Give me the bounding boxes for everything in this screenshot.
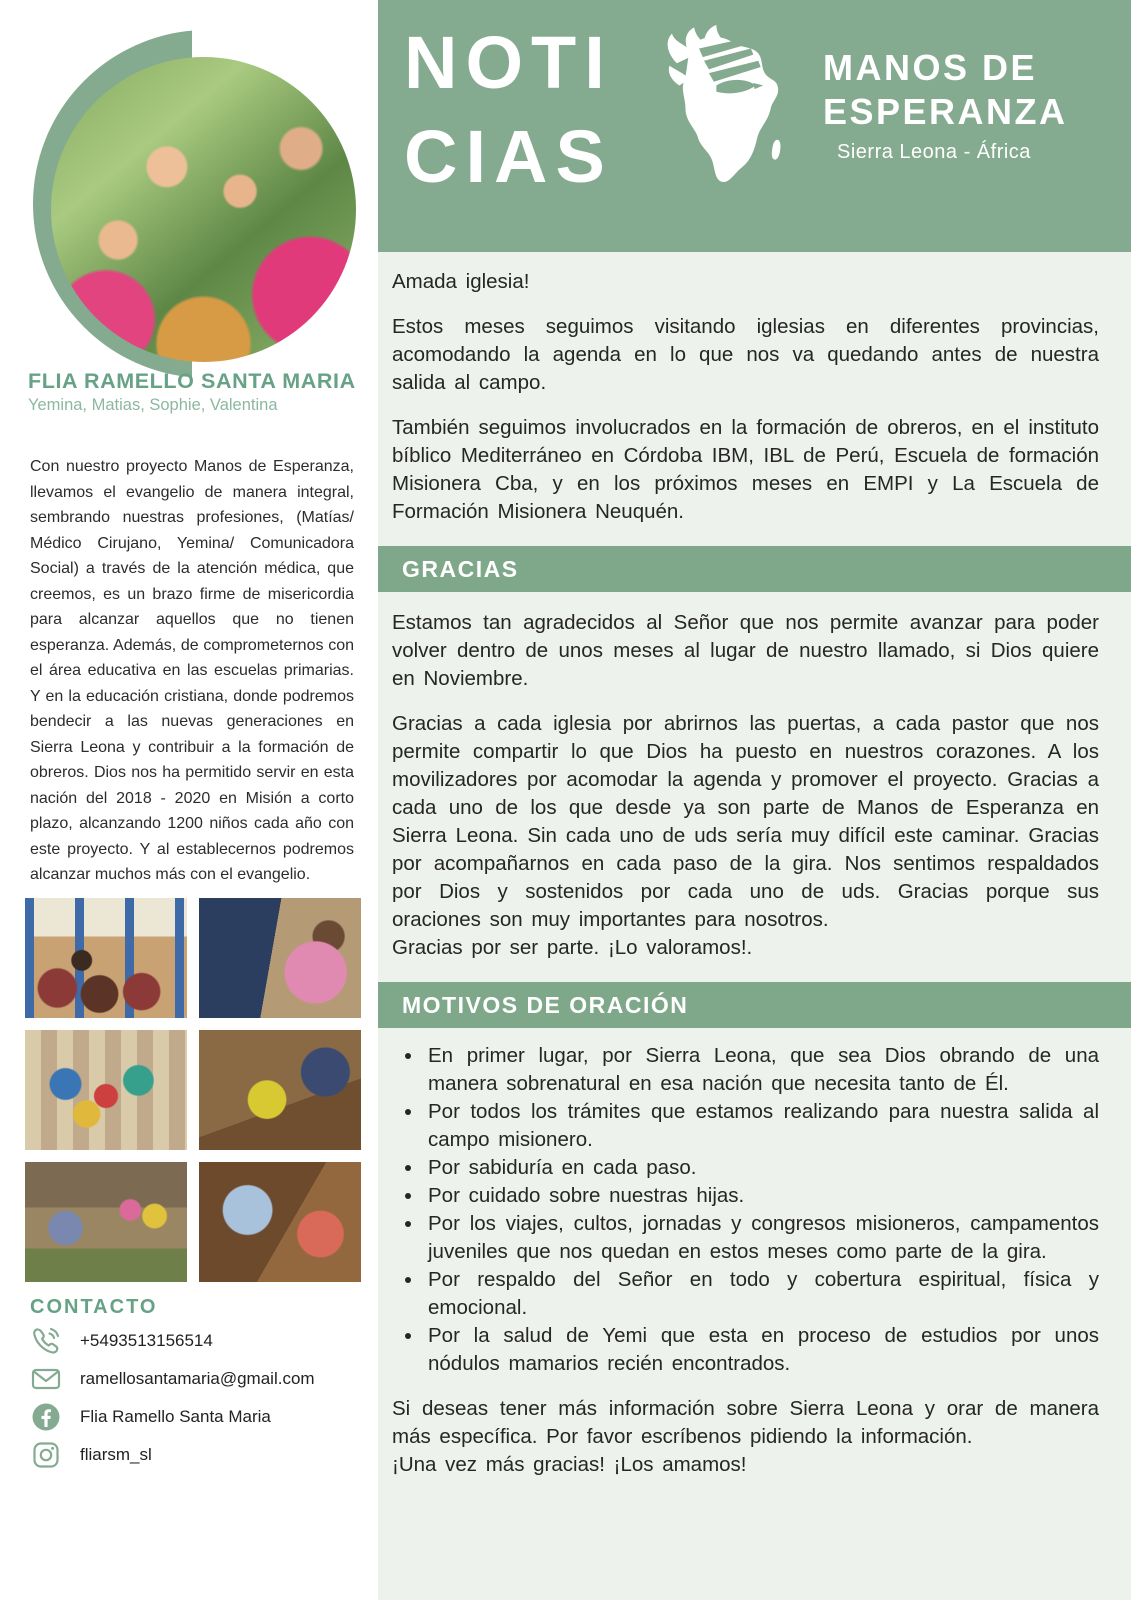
contact-heading: CONTACTO xyxy=(30,1295,158,1318)
newsletter-body xyxy=(378,268,1131,1479)
mission-photo xyxy=(25,898,187,1018)
section-header-gracias xyxy=(378,546,1131,592)
mission-photo xyxy=(199,1162,361,1282)
mission-photo xyxy=(199,1030,361,1150)
family-members: Yemina, Matias, Sophie, Valentina xyxy=(28,396,278,414)
prayer-item: • En primer lugar, por Sierra Leona, que sea Dios obrando de una manera sobrenatural en esa nación que necesita tanto de Él. xyxy=(424,1042,1099,1098)
contact-section xyxy=(30,1296,378,1471)
contact-email-row[interactable] xyxy=(30,1363,378,1395)
greeting: Amada iglesia! xyxy=(392,270,530,293)
contact-instagram-row[interactable] xyxy=(30,1439,378,1471)
phone-icon xyxy=(30,1325,62,1357)
org-logo xyxy=(630,20,1068,220)
instagram-icon xyxy=(30,1439,62,1471)
prayer-item: • Por respaldo del Señor en todo y cobertura espiritual, física y emocional. xyxy=(424,1266,1099,1322)
prayer-item: • Por todos los trámites que estamos realizando para nuestra salida al campo misionero. xyxy=(424,1098,1099,1154)
mission-photo xyxy=(199,898,361,1018)
contact-phone-value: +5493513156514 xyxy=(80,1330,213,1350)
about-paragraph: Con nuestro proyecto Manos de Esperanza, llevamos el evangelio de manera integral, sembrando nuestras profesiones, (Matías/ Médico Cirujano, Yemina/ Comunicadora Social) a través de la atención médica, que creemos, es un brazo firme de misericordia para alcanzar aquellos que no tienen esperanza. Además, de comprometernos con el área educativa en las escuelas primarias. Y en la educación cristiana, donde podremos bendecir a las nuevas generaciones en Sierra Leona y contribuir a la formación de obreros. Dios nos ha permitido servir en esta nación del 2018 - 2020 en Misión a corto plazo, alcanzando 1200 niños cada año con este proyecto. Y al establecernos podremos alcanzar muchos más con el evangelio. xyxy=(30,458,354,883)
prayer-item: • Por cuidado sobre nuestras hijas. xyxy=(424,1182,1099,1210)
mission-photo xyxy=(25,1030,187,1150)
gracias-paragraph-2: Gracias a cada iglesia por abrirnos las puertas, a cada pastor que nos permite compartir lo que Dios ha puesto en nuestros corazones. A los movilizadores por acomodar la agenda y promover el proyecto. Gracias a cada uno de los que desde ya son parte de Manos de Esperanza en Sierra Leona. Sin cada uno de uds sería muy difícil este caminar. Gracias por acompañarnos en cada paso de la gira. Nos sentimos respaldados por Dios y sostenidos por cada uno de uds. Gracias porque sus oraciones son muy importantes para nosotros. xyxy=(392,712,1099,931)
closing-paragraph: Si deseas tener más información sobre Sierra Leona y orar de manera más específica. Por favor escríbenos pidiendo la información. xyxy=(392,1397,1099,1448)
intro-paragraph-1: Estos meses seguimos visitando iglesias en diferentes provincias, acomodando la agenda en lo que nos va quedando antes de nuestra salida al campo. xyxy=(392,315,1099,394)
email-icon xyxy=(30,1363,62,1395)
family-hero xyxy=(0,0,378,420)
newsletter-header xyxy=(378,0,1131,252)
prayer-item: • Por sabiduría en cada paso. xyxy=(424,1154,1099,1182)
section-title-motivos: MOTIVOS DE ORACIÓN xyxy=(402,991,689,1018)
org-logo-text xyxy=(823,46,1068,164)
contact-facebook-value: Flia Ramello Santa Maria xyxy=(80,1406,271,1426)
family-photo xyxy=(51,57,356,362)
family-title: FLIA RAMELLO SANTA MARIA xyxy=(28,369,356,393)
prayer-request-list xyxy=(400,1042,1099,1378)
newsletter-title xyxy=(404,16,613,204)
section-title-gracias: GRACIAS xyxy=(402,555,519,582)
facebook-icon xyxy=(30,1401,62,1433)
org-name-line2: ESPERANZA xyxy=(823,91,1068,132)
prayer-item: • Por los viajes, cultos, jornadas y congresos misioneros, campamentos juveniles que nos quedan en estos meses como parte de la gira. xyxy=(424,1210,1099,1266)
prayer-item: • Por la salud de Yemi que esta en proceso de estudios por unos nódulos mamarios recién encontrados. xyxy=(424,1322,1099,1378)
contact-instagram-value: fliarsm_sl xyxy=(80,1444,152,1464)
main-content xyxy=(378,0,1131,1600)
gracias-paragraph-1: Estamos tan agradecidos al Señor que nos permite avanzar para poder volver dentro de unos meses al lugar de nuestro llamado, si Dios quiere en Noviembre. xyxy=(392,611,1099,690)
section-header-motivos xyxy=(378,982,1131,1028)
contact-phone-row[interactable] xyxy=(30,1325,378,1357)
intro-paragraph-2: También seguimos involucrados en la formación de obreros, en el instituto bíblico Mediterráneo en Córdoba IBM, IBL de Perú, Escuela de formación Misionera Cba, y en los próximos meses en EMPI y La Escuela de Formación Misionera Neuquén. xyxy=(392,416,1099,523)
org-name-line1: MANOS DE xyxy=(823,47,1038,88)
gracias-paragraph-3: Gracias por ser parte. ¡Lo valoramos!. xyxy=(392,936,753,959)
contact-facebook-row[interactable] xyxy=(30,1401,378,1433)
newsletter-title-line2: CIAS xyxy=(404,115,613,198)
newsletter-title-line1: NOTI xyxy=(404,21,613,104)
mission-photo-grid xyxy=(25,898,361,1282)
closing-line: ¡Una vez más gracias! ¡Los amamos! xyxy=(392,1453,747,1476)
org-subtitle: Sierra Leona - África xyxy=(837,141,1031,163)
contact-email-value: ramellosantamaria@gmail.com xyxy=(80,1368,315,1388)
mission-photo xyxy=(25,1162,187,1282)
africa-dove-logo-icon xyxy=(630,20,815,220)
left-sidebar xyxy=(0,0,378,1600)
